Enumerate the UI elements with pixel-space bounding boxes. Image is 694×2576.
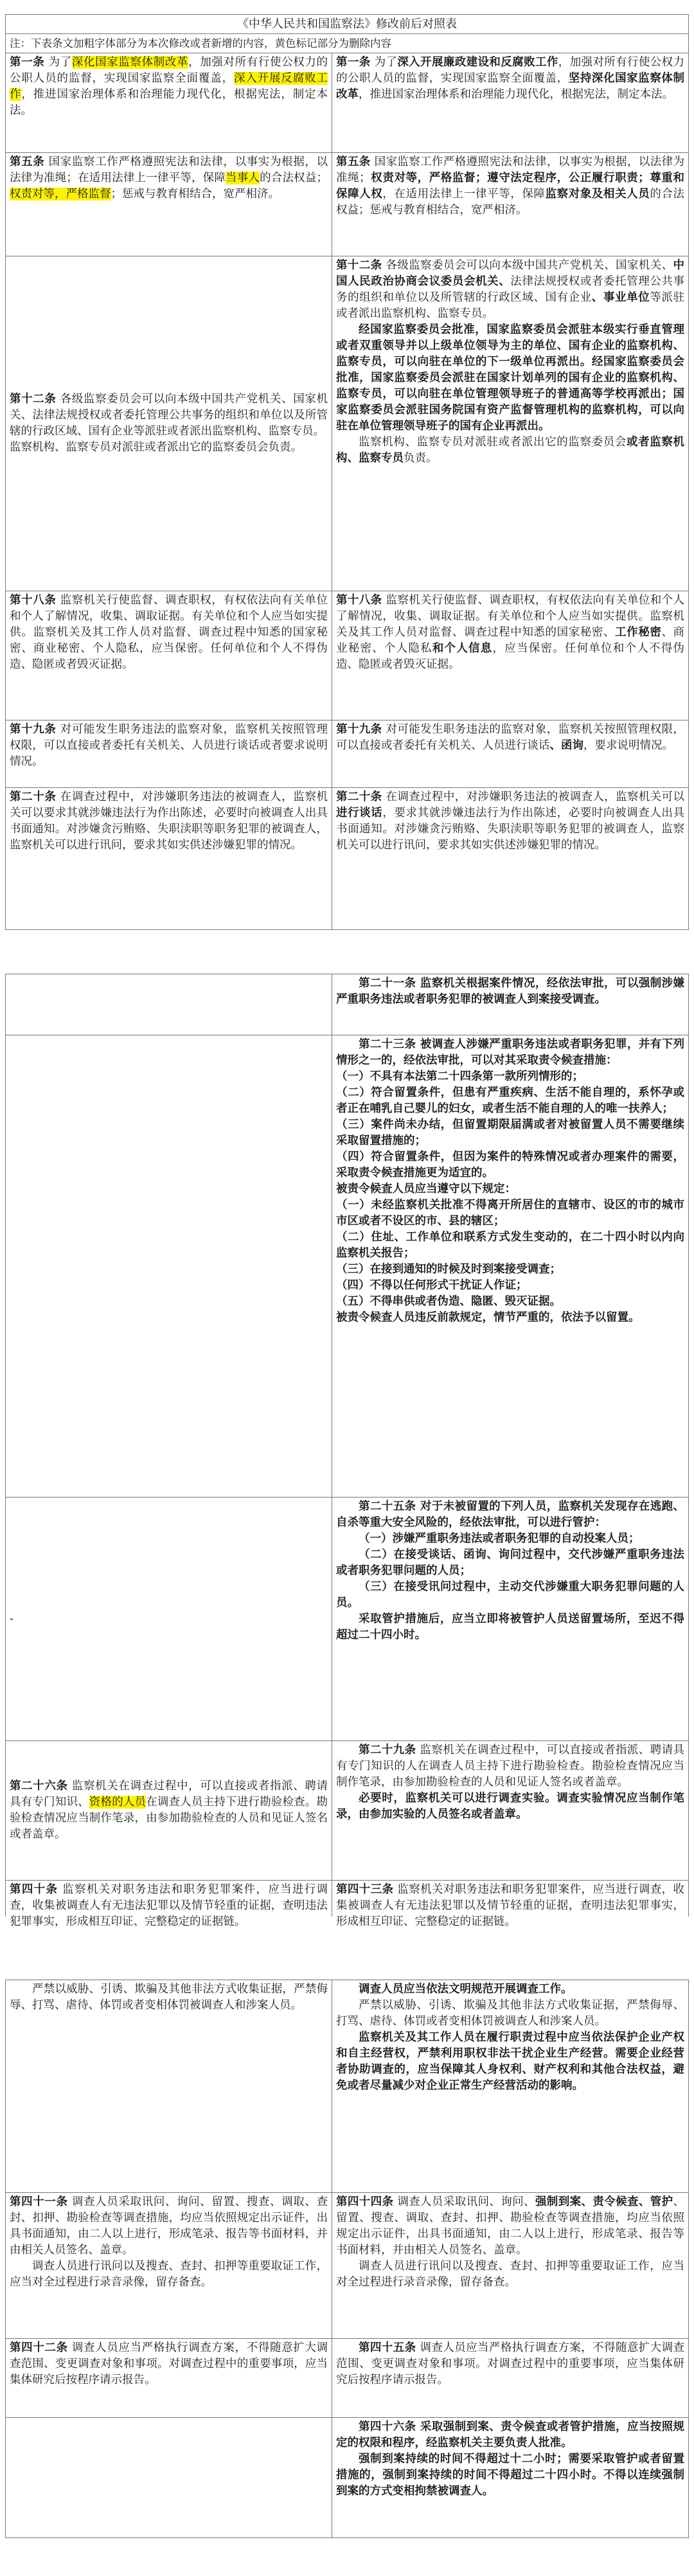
new-article-20: 第二十条 在调查过程中，对涉嫌职务违法的被调查人，监察机关可以进行谈话，要求其就涉嫌违法行为作出陈述，必要时向被调查人出具书面通知。对涉嫌贪污贿赂、失职渎职等职务犯罪的被调查人，监察机关可以进行讯问，要求其如实供述涉嫌犯罪的情况。 (336, 791, 685, 852)
old-empty-cell: - (6, 1498, 332, 1740)
table-row (5, 720, 689, 788)
table-row (5, 153, 689, 256)
new-article-29: 第二十九条 监察机关在调查过程中，可以直接或者指派、聘请具有专门知识的人在调查人员主持下进行勘验检查。勘验检查情况应当制作笔录，由参加勘验检查的人员和见证人签名或者盖章。 必要时，监察机关可以进行调查实验。调查实验情况应当制作笔录，由参加实验的人员签名或者盖章。 (336, 1744, 685, 1821)
old-article-19: 第十九条 对可能发生职务违法的监察对象，监察机关按照管理权限，可以直接或者委托有关机关、人员进行谈话或者要求说明情况。 (6, 720, 332, 787)
new-article-23: 第二十三条 被调查人涉嫌严重职务违法或者职务犯罪，并有下列情形之一的，经依法审批，可以对其采取责令候查措施： （一）不具有本法第二十四条第一款所列情形的； （二）符合留置条件，但患有严重疾病、生活不能自理的，系怀孕或者正在哺乳自己婴儿的妇女，或者生活不能自理的人的唯一扶养人； （三）案件尚未办结，但留置期限届满或者对被留置人员不需要继续采取留置措施的； （四）符合留置条件，但因为案件的特殊情况或者办理案件的需要，采取责令候查措施更为适宜的。 被责令候查人员应当遵守以下规定： （一）未经监察机关批准不得离开所居住的直辖市、设区的市的城市市区或者不设区的市、县的辖区； （二）住址、工作单位和联系方式发生变动的，在二十四小时以内向监察机关报告； （三）在接到通知的时候及时到案接受调查； （四）不得以任何形式干扰证人作证； （五）不得串供或者伪造、隐匿、毁灭证据。 被责令候查人员违反前款规定，情节严重的，依法予以留置。 (336, 1038, 684, 1324)
old-article-20: 第二十条 在调查过程中，对涉嫌职务违法的被调查人，监察机关可以要求其就涉嫌违法行为作出陈述，必要时向被调查人出具书面通知。对涉嫌贪污贿赂、失职渎职等职务犯罪的被调查人，监察机关可以进行讯问，要求其如实供述涉嫌犯罪的情况。 (6, 788, 332, 929)
new-article-43-start: 第四十三条 监察机关对职务违法和职务犯罪案件，应当进行调查，收集被调查人有无违法犯罪以及情节轻重的证据，查明违法犯罪事实，形成相互印证、完整稳定的证据链。 (336, 1883, 684, 1928)
table-row (5, 256, 689, 591)
new-article-46: 第四十六条 采取强制到案、责令候查或者管护措施，应当按照规定的权限和程序，经监察机关主要负责人批准。 强制到案持续的时间不得超过十二小时；需要采取管护或者留置措施的，强制到案持续的时间不得超过二十四小时。不得以连续强制到案的方式变相拘禁被调查人。 (336, 2420, 684, 2498)
table-row (5, 591, 689, 720)
comparison-table-part-3 (5, 1980, 689, 2538)
new-article-1: 第一条 为了深入开展廉政建设和反腐败工作，加强对所有行使公权力的公职人员的监督，实现国家监察全面覆盖，坚持深化国家监察体制改革，推进国家治理体系和治理能力现代化，根据宪法，制定本法。 (336, 56, 685, 101)
table-row (5, 2193, 689, 2339)
new-article-18: 第十八条 监察机关行使监督、调查职权，有权依法向有关单位和个人了解情况，收集、调取证据。有关单位和个人应当如实提供。监察机关及其工作人员对监督、调查过程中知悉的国家秘密、工作秘密、商业秘密、个人隐私和个人信息，应当保密。任何单位和个人不得伪造、隐匿或者毁灭证据。 (336, 594, 685, 671)
old-article-41: 第四十一条 调查人员采取讯问、询问、留置、搜查、调取、查封、扣押、勘验检查等调查措施，均应当依照规定出示证件，出具书面通知，由二人以上进行，形成笔录、报告等书面材料，并由相关人员签名、盖章。 调查人员进行讯问以及搜查、查封、扣押等重要取证工作，应当对全过程进行录音录像，留存备查。 (6, 2193, 332, 2338)
table-row (5, 788, 689, 930)
comparison-table-part-1 (5, 14, 689, 930)
new-article-44: 第四十四条 调查人员采取讯问、询问、强制到案、责令候查、管护、留置、搜查、调取、查封、扣押、勘验检查等调查措施，均应当依照规定出示证件，出具书面通知，由二人以上进行，形成笔录、报告等书面材料，并由相关人员签名、盖章。 调查人员进行讯问以及搜查、查封、扣押等重要取证工作，应当对全过程进行录音录像，留存备查。 (336, 2196, 685, 2289)
new-article-21: 第二十一条 监察机关根据案件情况，经依法审批，可以强制涉嫌严重职务违法或者职务犯罪的被调查人到案接受调查。 (336, 977, 684, 1006)
old-article-40-cont: 严禁以威胁、引诱、欺骗及其他非法方式收集证据，严禁侮辱、打骂、虐待、体罚或者变相体罚被调查人和涉案人员。 (6, 1980, 332, 2192)
old-article-26: 第二十六条 监察机关在调查过程中，可以直接或者指派、聘请具有专门知识、资格的人员在调查人员主持下进行勘验检查。勘验检查情况应当制作笔录，由参加勘验检查的人员和见证人签名或者盖章。 (6, 1741, 332, 1880)
new-article-45: 第四十五条 调查人员应当严格执行调查方案，不得随意扩大调查范围、变更调查对象和事项。对调查过程中的重要事项，应当集体研究后按程序请示报告。 (336, 2341, 685, 2386)
new-article-5: 第五条 国家监察工作严格遵照宪法和法律，以事实为根据，以法律为准绳；权责对等，严格监督；遵守法定程序，公正履行职责；尊重和保障人权，在适用法律上一律平等，保障监察对象及相关人员的合法权益；惩戒与教育相结合，宽严相济。 (336, 156, 685, 217)
old-article-12: 第十二条 各级监察委员会可以向本级中国共产党机关、国家机关、法律法规授权或者委托管理公共事务的组织和单位以及所管辖的行政区域、国有企业等派驻或者派出监察机构、监察专员。 监察机构、监察专员对派驻或者派出它的监察委员会负责。 (6, 256, 332, 591)
new-article-25: 第二十五条 对于未被留置的下列人员，监察机关发现存在逃跑、自杀等重大安全风险的，经依法审批，可以进行管护： （一）涉嫌严重职务违法或者职务犯罪的自动投案人员； （二）在接受谈话、函询、询问过程中，交代涉嫌严重职务违法或者职务犯罪问题的人员； （三）在接受讯问过程中，主动交代涉嫌重大职务犯罪问题的人员。 采取管护措施后，应当立即将被管护人员送留置场所，至迟不得超过二十四小时。 (336, 1500, 684, 1641)
old-empty-cell (6, 974, 332, 1035)
old-article-40-start: 第四十条 监察机关对职务违法和职务犯罪案件，应当进行调查，收集被调查人有无违法犯罪以及情节轻重的证据，查明违法犯罪事实，形成相互印证、完整稳定的证据链。 (6, 1881, 332, 1917)
table-row (5, 1498, 689, 1741)
table-row (5, 974, 689, 1035)
table-row (5, 2418, 689, 2538)
old-empty-cell (6, 2418, 332, 2537)
old-article-42: 第四十二条 调查人员应当严格执行调查方案，不得随意扩大调查范围、变更调查对象和事项。对调查过程中的重要事项，应当集体研究后按程序请示报告。 (6, 2339, 332, 2417)
table-row (5, 1881, 689, 1928)
table-title-row (5, 14, 689, 34)
old-empty-cell (6, 1035, 332, 1497)
table-note-row (5, 34, 689, 53)
table-row (5, 1741, 689, 1881)
table-row (5, 53, 689, 153)
old-article-18: 第十八条 监察机关行使监督、调查职权，有权依法向有关单位和个人了解情况，收集、调取证据。有关单位和个人应当如实提供。监察机关及其工作人员对监督、调查过程中知悉的国家秘密、商业秘密、个人隐私，应当保密。任何单位和个人不得伪造、隐匿或者毁灭证据。 (6, 591, 332, 720)
table-row (5, 1035, 689, 1498)
table-title: 《中华人民共和国监察法》修改前后对照表 (237, 17, 457, 31)
old-article-5: 第五条 国家监察工作严格遵照宪法和法律，以事实为根据，以法律为准绳；在适用法律上一律平等，保障当事人的合法权益；权责对等，严格监督；惩戒与教育相结合，宽严相济。 (6, 153, 332, 256)
new-article-43-cont: 调查人员应当依法文明规范开展调查工作。 严禁以威胁、引诱、欺骗及其他非法方式收集证据，严禁侮辱、打骂、虐待、体罚或者变相体罚被调查人和涉案人员。 监察机关及其工作人员在履行职责过程中应当依法保护企业产权和自主经营权，严禁利用职权非法干扰企业生产经营。需要企业经营者协助调查的，应当保障其人身权利、财产权利和其他合法权益，避免或者尽量减少对企业正常生产经营活动的影响。 (336, 1983, 684, 2092)
table-note: 注：下表条文加粗字体部分为本次修改或者新增的内容，黄色标记部分为删除内容 (10, 37, 391, 49)
old-article-1: 第一条 为了深化国家监察体制改革，加强对所有行使公权力的公职人员的监督，实现国家监察全面覆盖，深入开展反腐败工作，推进国家治理体系和治理能力现代化，根据宪法，制定本法。 (6, 53, 332, 152)
table-row (5, 2339, 689, 2418)
new-article-12: 第十二条 各级监察委员会可以向本级中国共产党机关、国家机关、中国人民政治协商会议委员会机关、法律法规授权或者委托管理公共事务的组织和单位以及所管辖的行政区域、国有企业、事业单位等派驻或者派出监察机构、监察专员。 经国家监察委员会批准，国家监察委员会派驻本级实行垂直管理或者双重领导并以上级单位领导为主的单位、国有企业的监察机构、监察专员，可以向驻在单位的下一级单位再派出。经国家监察委员会批准，国家监察委员会派驻在国家计划单列的国有企业的监察机构、监察专员，可以向驻在单位管理领导班子的普通高等学校再派出；国家监察委员会派驻国务院国有资产监督管理机构的监察机构，可以向驻在单位管理领导班子的国有企业再派出。 监察机构、监察专员对派驻或者派出它的监察委员会或者监察机构、监察专员负责。 (336, 259, 685, 465)
table-row (5, 1980, 689, 2193)
new-article-19: 第十九条 对可能发生职务违法的监察对象，监察机关按照管理权限，可以直接或者委托有关机关、人员进行谈话、函询，要求说明情况。 (336, 723, 685, 752)
comparison-table-part-2 (5, 974, 689, 1928)
